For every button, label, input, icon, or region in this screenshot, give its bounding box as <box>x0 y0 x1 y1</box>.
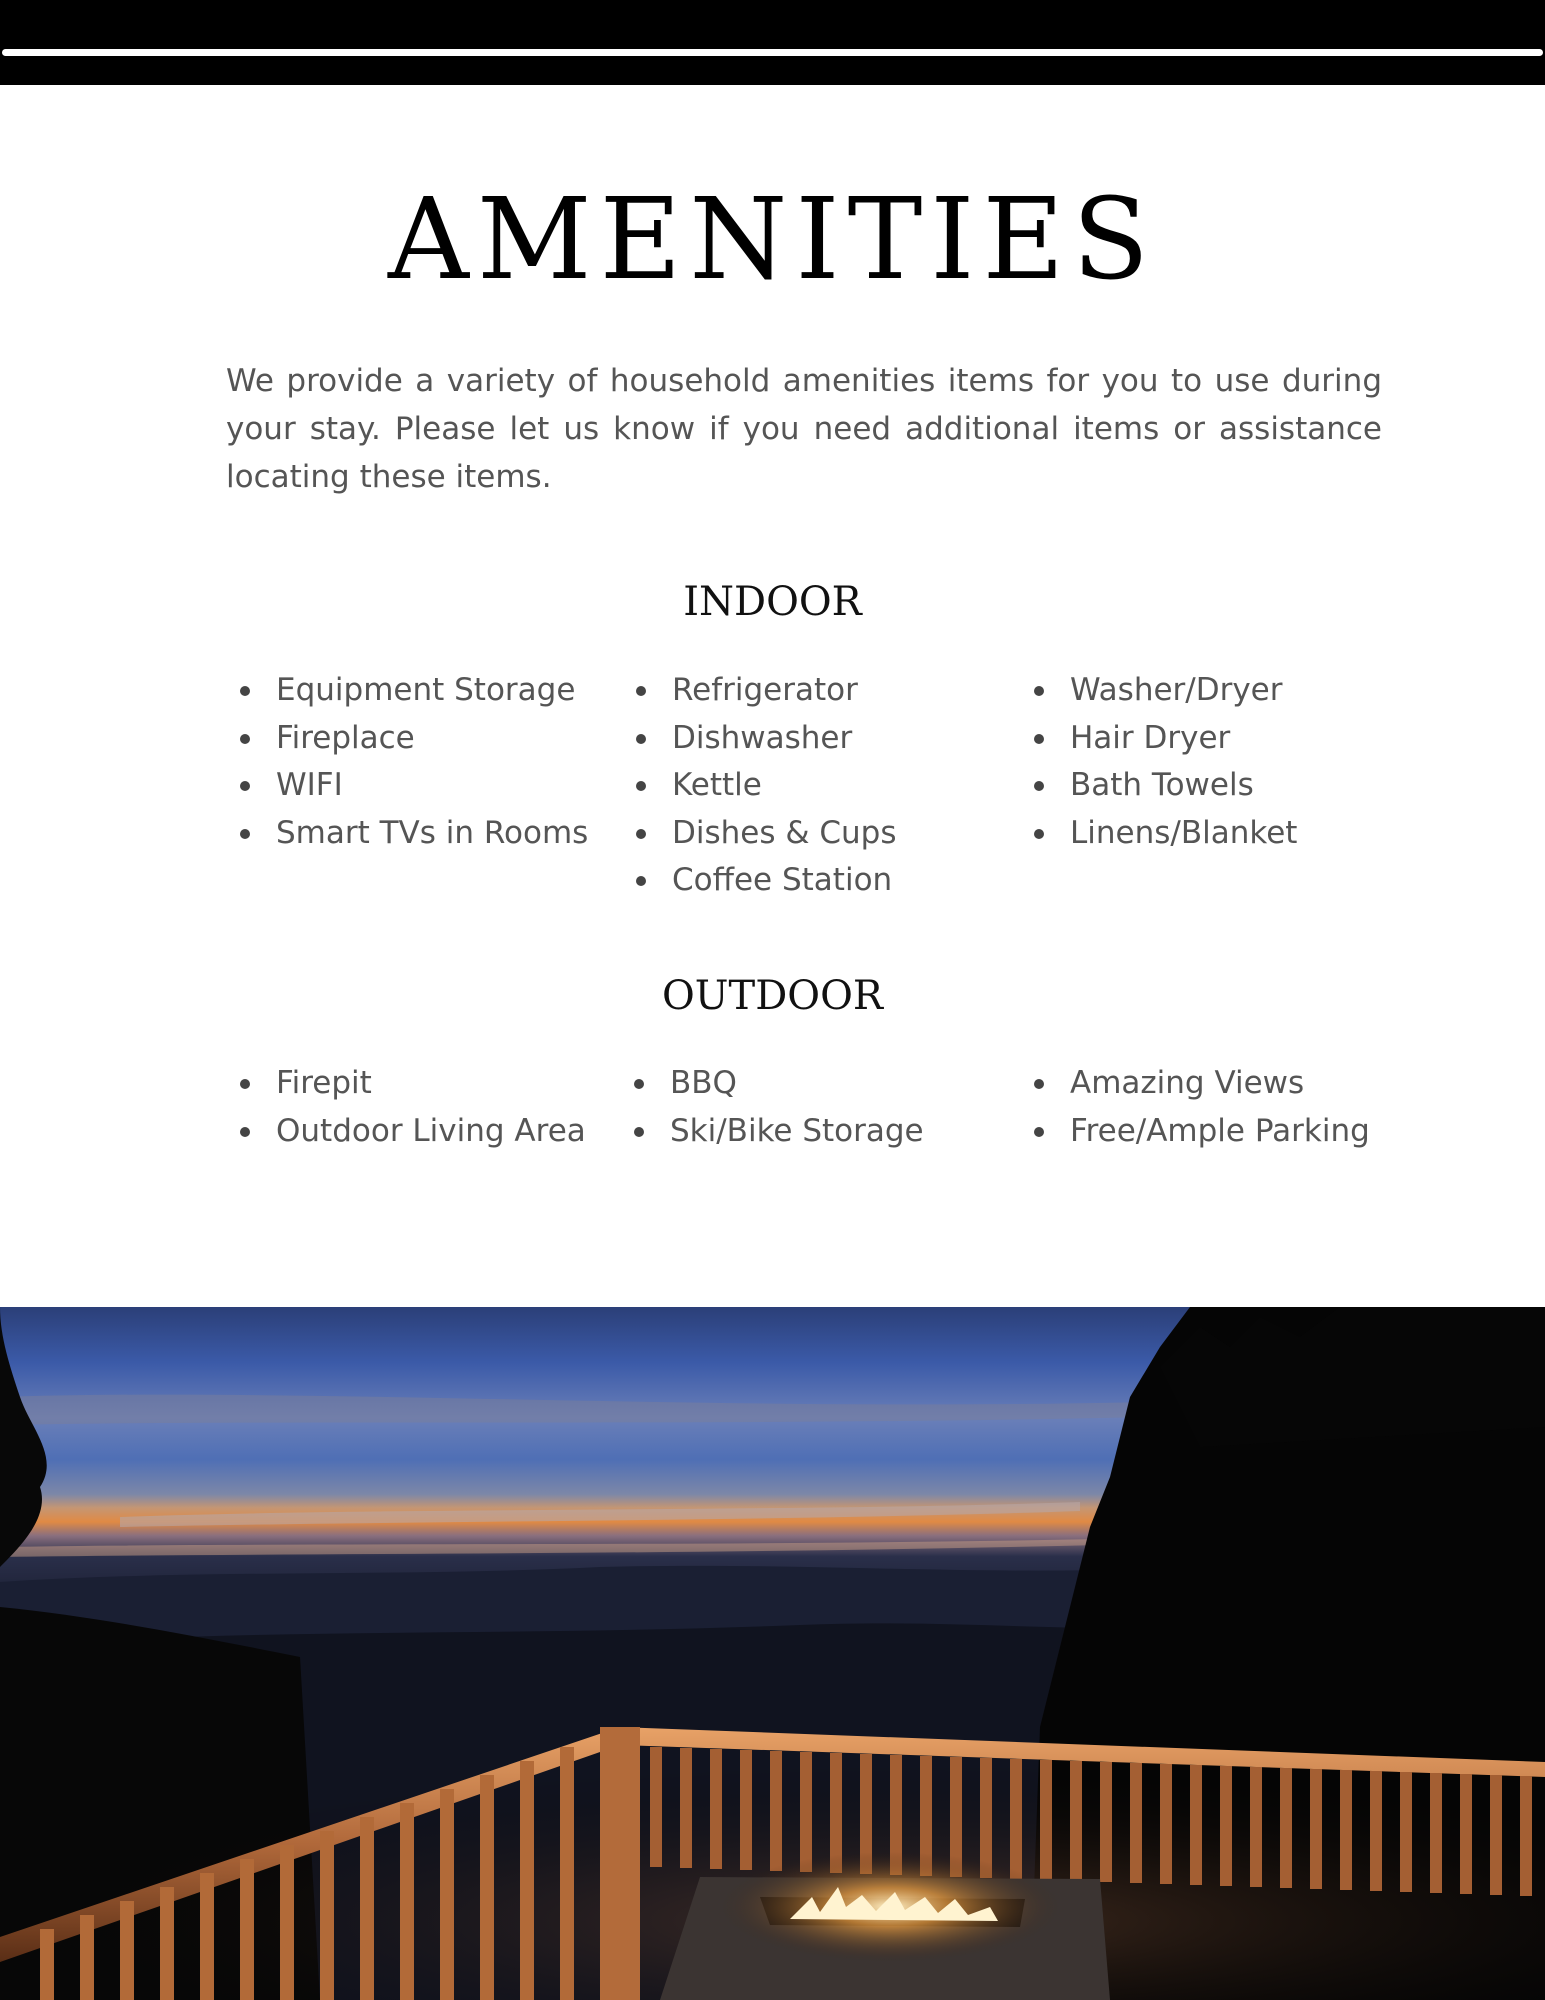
list-item: Smart TVs in Rooms <box>226 810 588 858</box>
list-item: Coffee Station <box>622 857 897 905</box>
list-item: BBQ <box>620 1060 924 1108</box>
list-item: Amazing Views <box>1020 1060 1370 1108</box>
bullet-icon <box>1034 1079 1044 1089</box>
indoor-list-column-1 <box>226 667 588 857</box>
list-item: Ski/Bike Storage <box>620 1108 924 1156</box>
list-item: Firepit <box>226 1060 586 1108</box>
list-item: Free/Ample Parking <box>1020 1108 1370 1156</box>
indoor-heading: INDOOR <box>683 579 862 625</box>
bullet-icon <box>240 734 250 744</box>
list-item: Dishwasher <box>622 715 897 763</box>
bullet-icon <box>636 876 646 886</box>
bullet-icon <box>636 781 646 791</box>
outdoor-heading: OUTDOOR <box>662 973 883 1019</box>
bullet-icon <box>1034 781 1044 791</box>
bullet-icon <box>1034 1127 1044 1137</box>
bullet-icon <box>634 1079 644 1089</box>
bullet-icon <box>240 829 250 839</box>
list-item: Refrigerator <box>622 667 897 715</box>
outdoor-list-column-2 <box>620 1060 924 1155</box>
list-item: Equipment Storage <box>226 667 588 715</box>
deck-sunset-photo <box>0 1307 1545 2000</box>
list-item: Fireplace <box>226 715 588 763</box>
list-item: Hair Dryer <box>1020 715 1297 763</box>
bullet-icon <box>240 1079 250 1089</box>
bullet-icon <box>240 781 250 791</box>
list-item: Linens/Blanket <box>1020 810 1297 858</box>
bullet-icon <box>636 686 646 696</box>
top-white-rule <box>2 49 1543 56</box>
list-item: WIFI <box>226 762 588 810</box>
outdoor-list-column-3 <box>1020 1060 1370 1155</box>
list-item: Bath Towels <box>1020 762 1297 810</box>
bullet-icon <box>636 734 646 744</box>
indoor-list-column-3 <box>1020 667 1297 857</box>
deck-sunset-illustration <box>0 1307 1545 2000</box>
list-item: Dishes & Cups <box>622 810 897 858</box>
bullet-icon <box>1034 829 1044 839</box>
bullet-icon <box>240 1127 250 1137</box>
outdoor-list-column-1 <box>226 1060 586 1155</box>
top-black-band <box>0 0 1545 85</box>
bullet-icon <box>1034 686 1044 696</box>
intro-paragraph: We provide a variety of household amenities items for you to use during your stay. Please let us know if you need additional items or assistance locating these items. <box>226 363 1382 495</box>
bullet-icon <box>636 829 646 839</box>
indoor-list-column-2 <box>622 667 897 905</box>
page-title: AMENITIES <box>388 175 1157 305</box>
bullet-icon <box>240 686 250 696</box>
list-item: Washer/Dryer <box>1020 667 1297 715</box>
list-item: Outdoor Living Area <box>226 1108 586 1156</box>
bullet-icon <box>634 1127 644 1137</box>
list-item: Kettle <box>622 762 897 810</box>
bullet-icon <box>1034 734 1044 744</box>
